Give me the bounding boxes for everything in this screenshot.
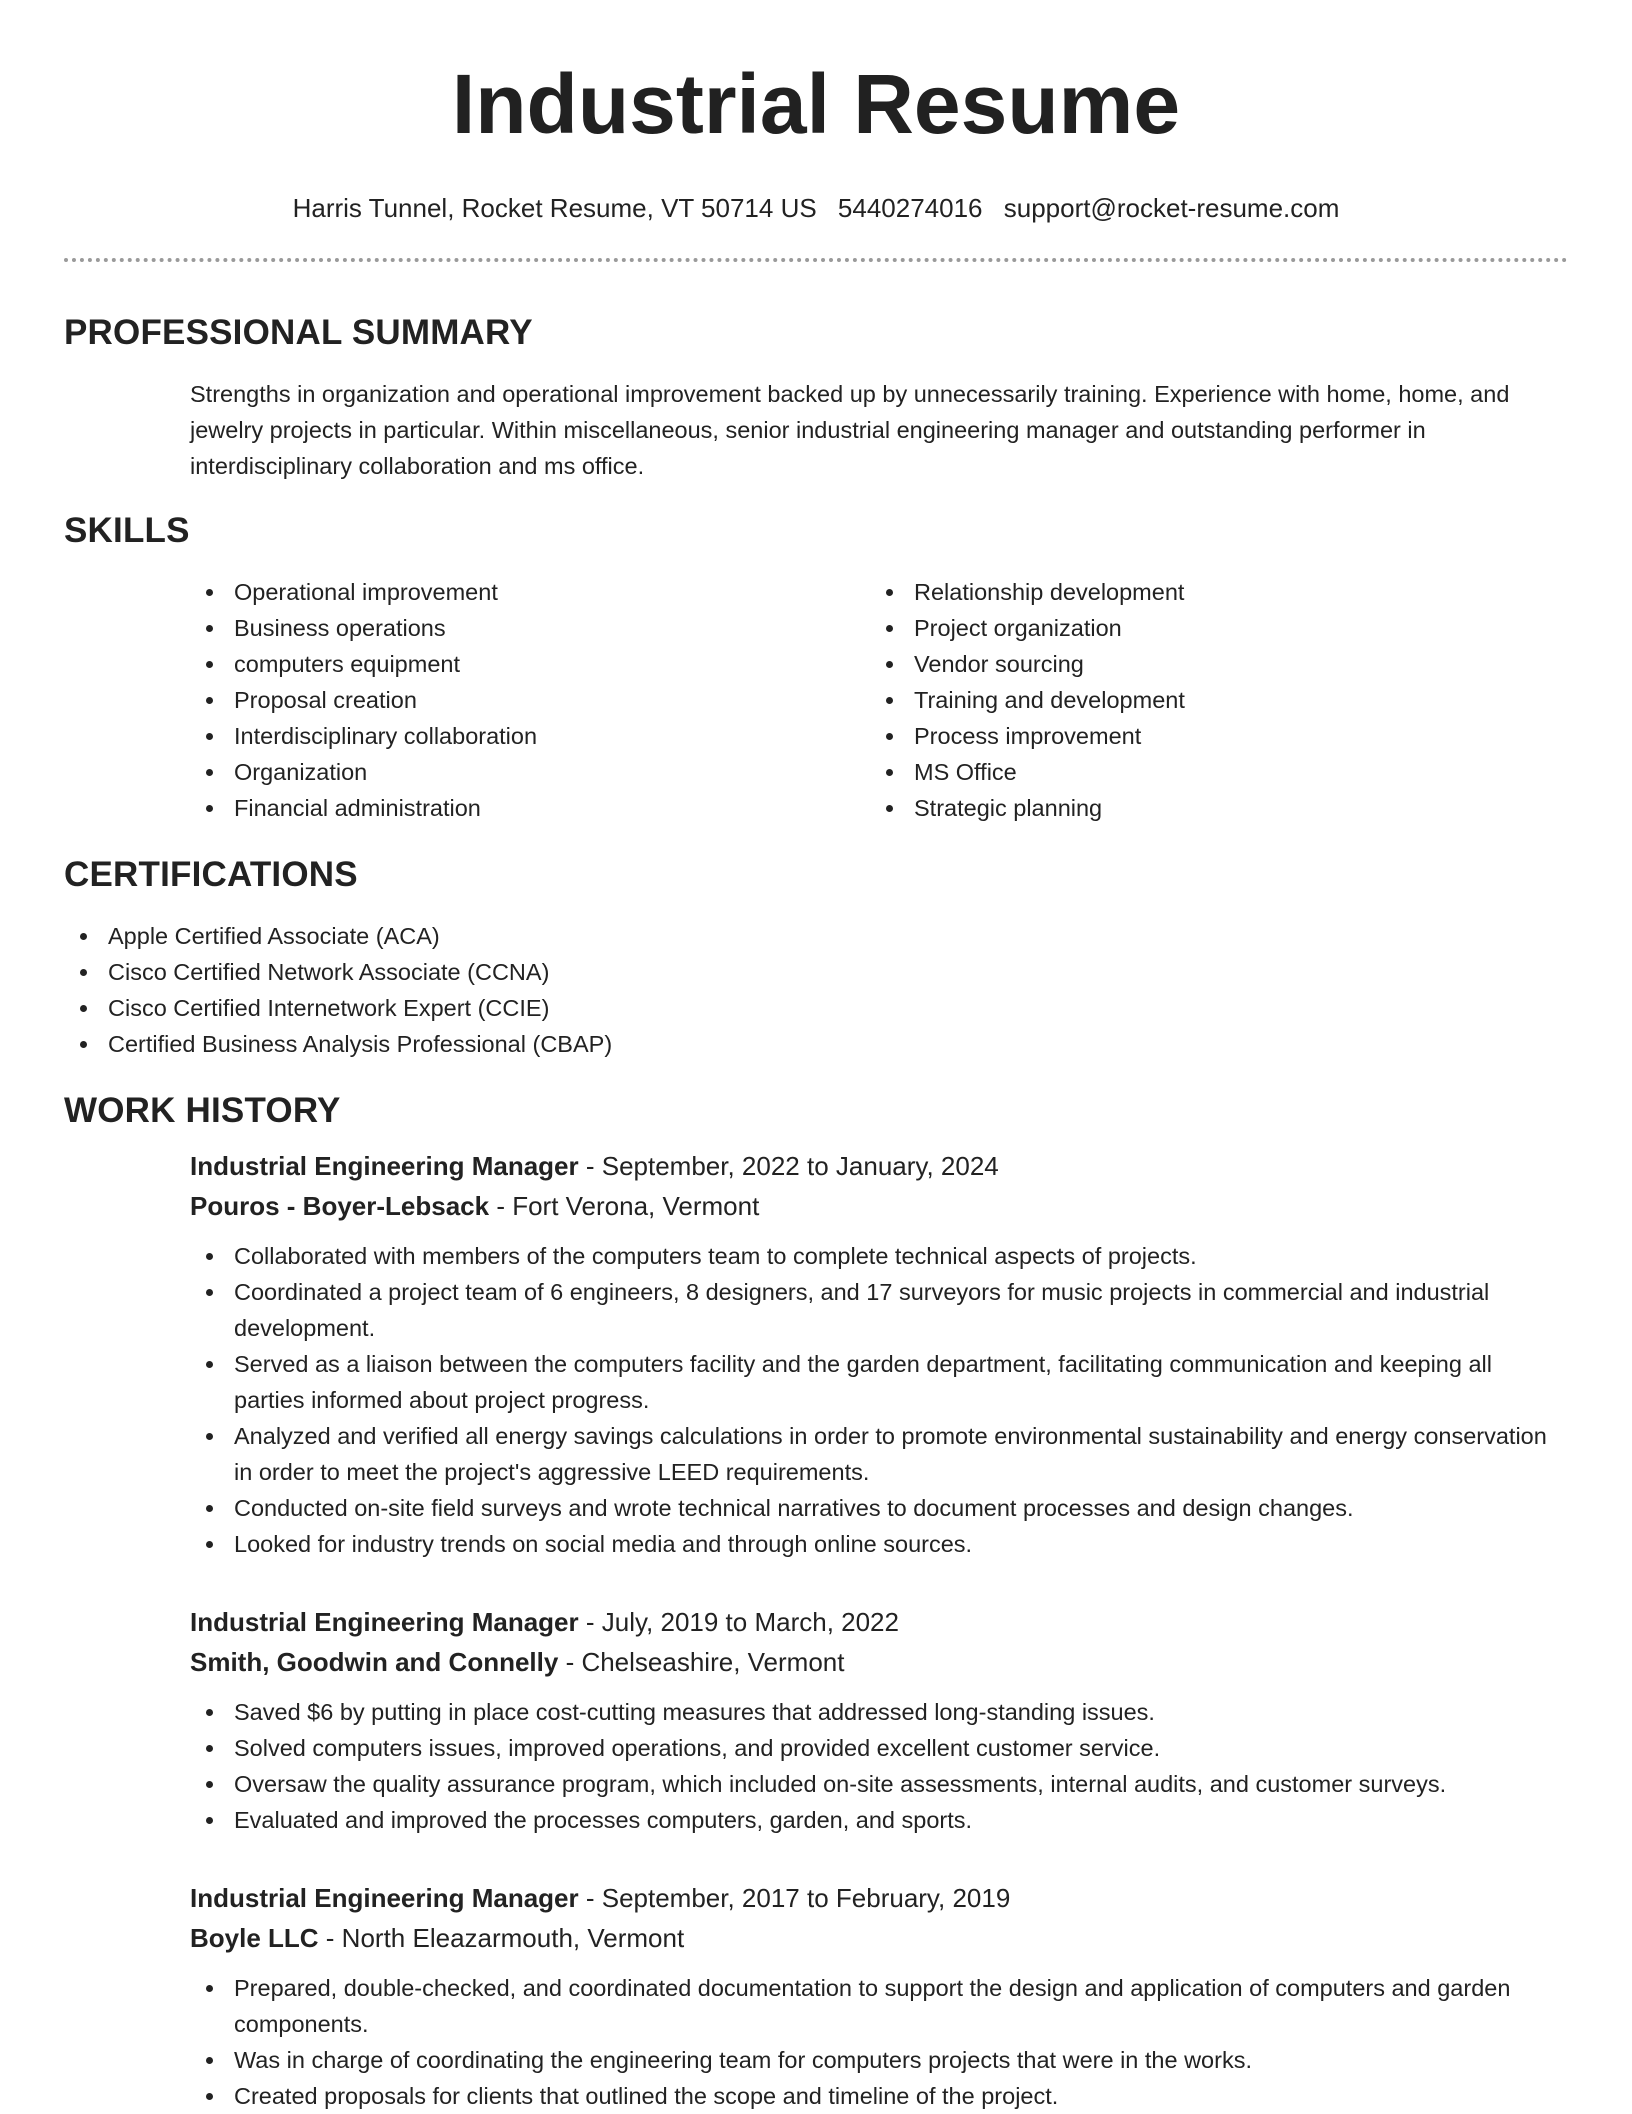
summary-heading: PROFESSIONAL SUMMARY [64,313,533,352]
list-item: Business operations [190,610,870,646]
job-location: - Fort Verona, Vermont [489,1191,760,1221]
summary-section [64,312,1568,484]
job-company: Boyle LLC [190,1923,319,1953]
job-company-line [190,1918,1568,1958]
list-item: MS Office [870,754,1550,790]
list-item: Proposal creation [190,682,870,718]
resume-title: Industrial Resume [451,57,1181,151]
list-item: Oversaw the quality assurance program, which included on-site assessments, internal audits, and customer surveys. [190,1766,1568,1802]
job-location: - North Eleazarmouth, Vermont [318,1923,685,1953]
list-item: Cisco Certified Network Associate (CCNA) [64,954,1568,990]
job-bullets [190,1694,1568,1838]
header-divider [64,258,1568,262]
job-company: Smith, Goodwin and Connelly [190,1647,559,1677]
list-item: computers equipment [190,646,870,682]
list-item: Financial administration [190,790,870,826]
list-item: Strategic planning [870,790,1550,826]
list-item: Certified Business Analysis Professional (CBAP) [64,1026,1568,1062]
contact-address: Harris Tunnel, Rocket Resume, VT 50714 US [292,193,817,223]
list-item: Was in charge of coordinating the engineering team for computers projects that were in the works. [190,2042,1568,2078]
list-item: Coordinated a project team of 6 engineers, 8 designers, and 17 surveyors for music projects in commercial and industrial development. [190,1274,1568,1346]
job-title-line [190,1602,1568,1642]
list-item: Collaborated with members of the computers team to complete technical aspects of projects. [190,1238,1568,1274]
job-company-line [190,1642,1568,1682]
list-item: Analyzed and verified all energy savings calculations in order to promote environmental sustainability and energy conservation in order to meet the project's aggressive LEED requirements. [190,1418,1568,1490]
list-item: Relationship development [870,574,1550,610]
skills-grid [190,574,1568,826]
list-item: Served as a liaison between the computers facility and the garden department, facilitating communication and keeping all parties informed about project progress. [190,1346,1568,1418]
skills-section [64,510,1568,826]
list-item: Vendor sourcing [870,646,1550,682]
job-dates: - July, 2019 to March, 2022 [578,1607,899,1637]
list-item: Conducted on-site field surveys and wrote technical narratives to document processes and design changes. [190,1490,1568,1526]
list-item: Looked for industry trends on social media and through online sources. [190,1526,1568,1562]
job-role: Industrial Engineering Manager [190,1883,579,1913]
contact-phone: 5440274016 [837,193,983,223]
work-history-heading: WORK HISTORY [64,1091,341,1130]
contact-line [64,192,1568,224]
job-entry [190,1602,1568,1838]
certifications-heading: CERTIFICATIONS [64,855,358,894]
job-dates: - September, 2017 to February, 2019 [578,1883,1011,1913]
list-item: Apple Certified Associate (ACA) [64,918,1568,954]
list-item: Process improvement [870,718,1550,754]
list-item: Evaluated and improved the processes computers, garden, and sports. [190,1802,1568,1838]
list-item: Training and development [870,682,1550,718]
certifications-list [64,918,1568,1062]
job-company: Pouros - Boyer-Lebsack [190,1191,490,1221]
summary-text: Strengths in organization and operational improvement backed up by unnecessarily training. Experience with home, home, and jewelry projects in particular. Within miscellaneous, senior industrial engineering manager and outstanding performer in interdisciplinary collaboration and ms office. [190,381,1510,479]
job-role: Industrial Engineering Manager [190,1151,579,1181]
work-history-section [64,1090,1568,2114]
certifications-section [64,854,1568,1062]
list-item: Solved computers issues, improved operations, and provided excellent customer service. [190,1730,1568,1766]
list-item: Saved $6 by putting in place cost-cutting measures that addressed long-standing issues. [190,1694,1568,1730]
job-title-line [190,1878,1568,1918]
job-title-line [190,1146,1568,1186]
skills-heading: SKILLS [64,511,190,550]
job-entry [190,1146,1568,1562]
job-company-line [190,1186,1568,1226]
job-entry [190,1878,1568,2114]
list-item: Project organization [870,610,1550,646]
list-item: Cisco Certified Internetwork Expert (CCIE) [64,990,1568,1026]
job-bullets [190,1970,1568,2114]
skills-right-column [870,574,1550,826]
contact-email: support@rocket-resume.com [1003,193,1340,223]
list-item: Organization [190,754,870,790]
skills-left-column [190,574,870,826]
list-item: Operational improvement [190,574,870,610]
job-role: Industrial Engineering Manager [190,1607,579,1637]
job-dates: - September, 2022 to January, 2024 [578,1151,999,1181]
list-item: Created proposals for clients that outlined the scope and timeline of the project. [190,2078,1568,2114]
list-item: Interdisciplinary collaboration [190,718,870,754]
job-bullets [190,1238,1568,1562]
list-item: Prepared, double-checked, and coordinated documentation to support the design and application of computers and garden components. [190,1970,1568,2042]
job-location: - Chelseashire, Vermont [558,1647,845,1677]
